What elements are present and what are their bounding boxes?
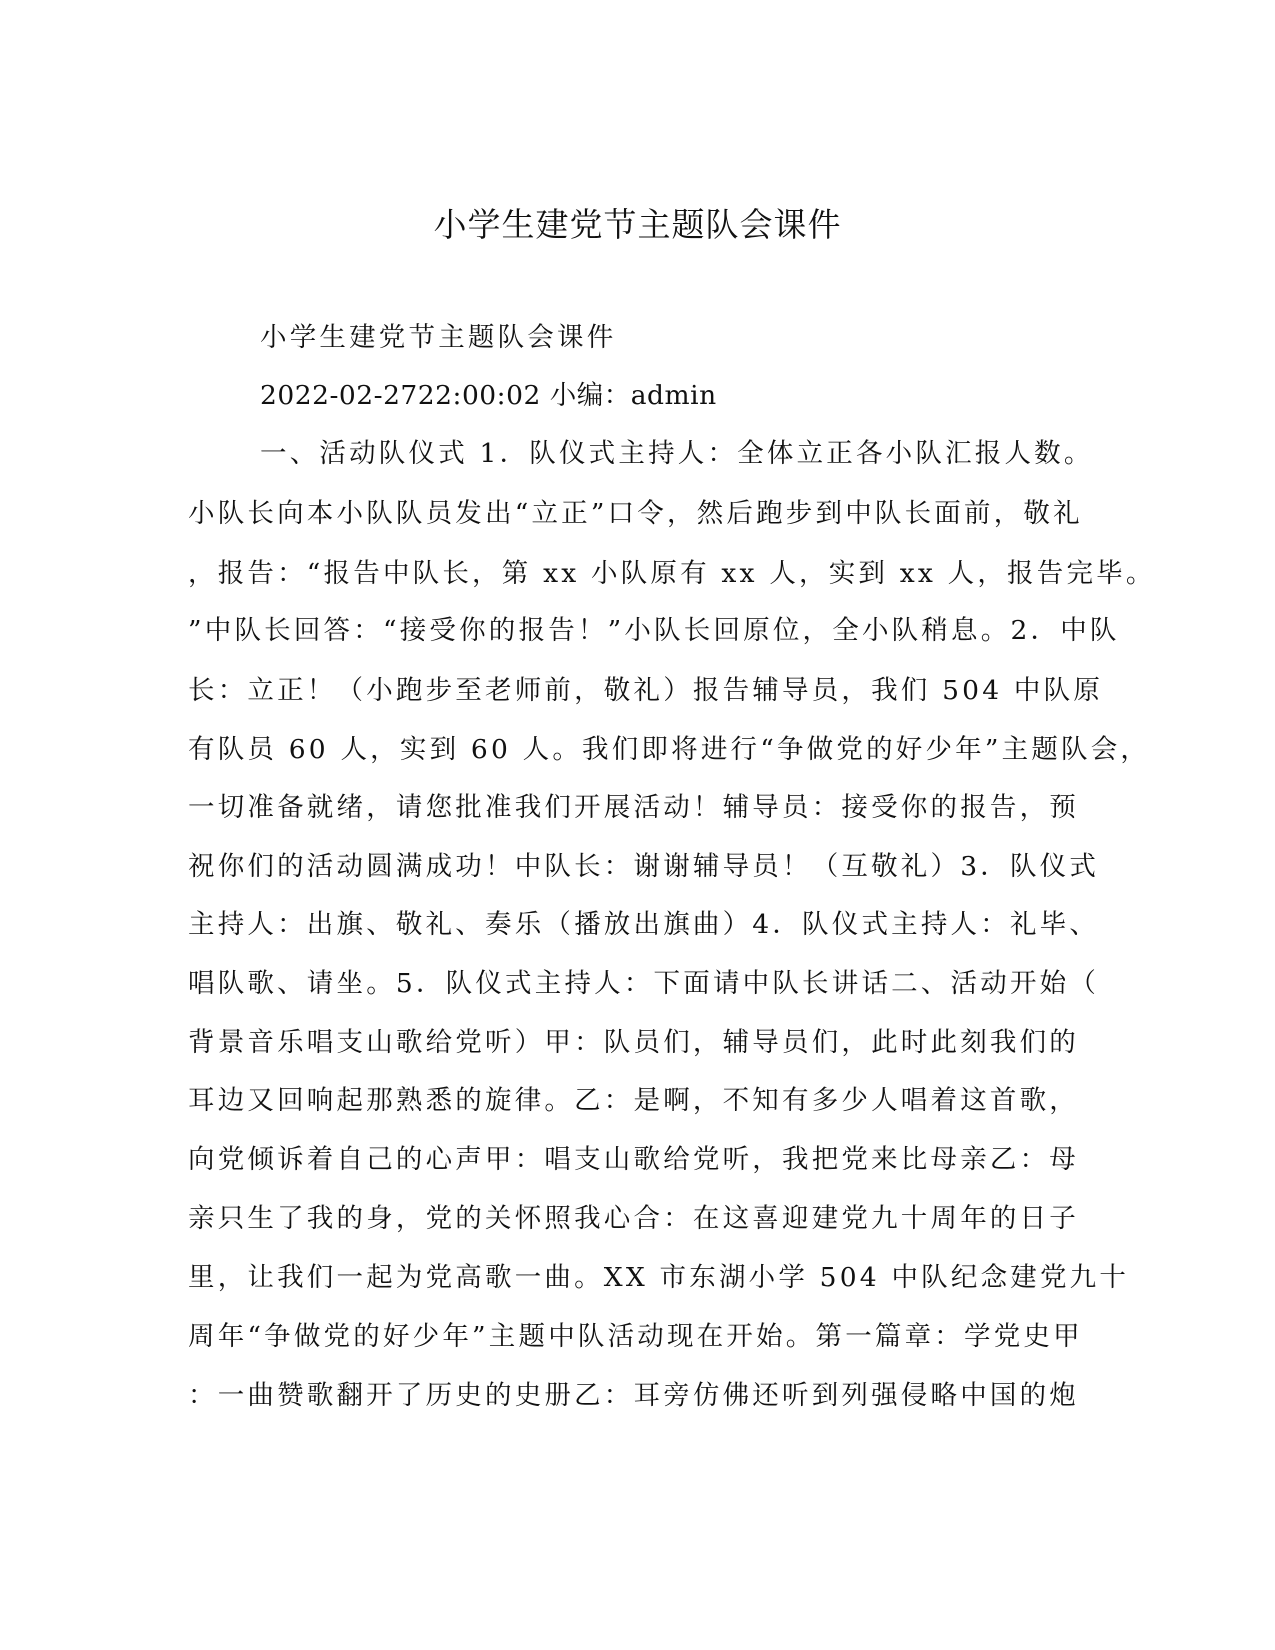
body-line: ：一曲赞歌翻开了历史的史册乙：耳旁仿佛还听到列强侵略中国的炮 [188, 1380, 1079, 1411]
body-line: 周年“争做党的好少年”主题中队活动现在开始。第一篇章：学党史甲 [188, 1321, 1083, 1352]
body-line: ”中队长回答：“接受你的报告！”小队长回原位，全小队稍息。2．中队 [188, 615, 1120, 646]
body-line: 背景音乐唱支山歌给党听）甲：队员们，辅导员们，此时此刻我们的 [188, 1027, 1079, 1058]
body-line: 祝你们的活动圆满成功！中队长：谢谢辅导员！（互敬礼）3．队仪式 [188, 851, 1100, 882]
body-line: 有队员 60 人，实到 60 人。我们即将进行“争做党的好少年”主题队会， [188, 734, 1151, 765]
body-line: 一切准备就绪，请您批准我们开展活动！辅导员：接受你的报告，预 [188, 792, 1079, 823]
body-line: 向党倾诉着自己的心声甲：唱支山歌给党听，我把党来比母亲乙：母 [188, 1144, 1079, 1175]
body-line: 耳边又回响起那熟悉的旋律。乙：是啊，不知有多少人唱着这首歌， [188, 1085, 1079, 1116]
body-line: 小队长向本小队队员发出“立正”口令，然后跑步到中队长面前，敬礼 [188, 498, 1083, 529]
document-meta: 2022-02-2722:00:02 小编：admin [260, 380, 717, 411]
body-line: 主持人：出旗、敬礼、奏乐（播放出旗曲）4．队仪式主持人：礼毕、 [188, 909, 1100, 940]
body-line: 一、活动队仪式 1．队仪式主持人：全体立正各小队汇报人数。 [260, 438, 1094, 469]
body-line: 长：立正！（小跑步至老师前，敬礼）报告辅导员，我们 504 中队原 [188, 675, 1104, 706]
body-line: ，报告：“报告中队长，第 xx 小队原有 xx 人，实到 xx 人，报告完毕。 [188, 558, 1156, 589]
body-line: 亲只生了我的身，党的关怀照我心合：在这喜迎建党九十周年的日子 [188, 1203, 1079, 1234]
document-subtitle: 小学生建党节主题队会课件 [260, 322, 617, 353]
body-line: 里，让我们一起为党高歌一曲。XX 市东湖小学 504 中队纪念建党九十 [188, 1262, 1130, 1293]
document-title: 小学生建党节主题队会课件 [433, 205, 842, 244]
body-line: 唱队歌、请坐。5．队仪式主持人：下面请中队长讲话二、活动开始（ [188, 968, 1100, 999]
